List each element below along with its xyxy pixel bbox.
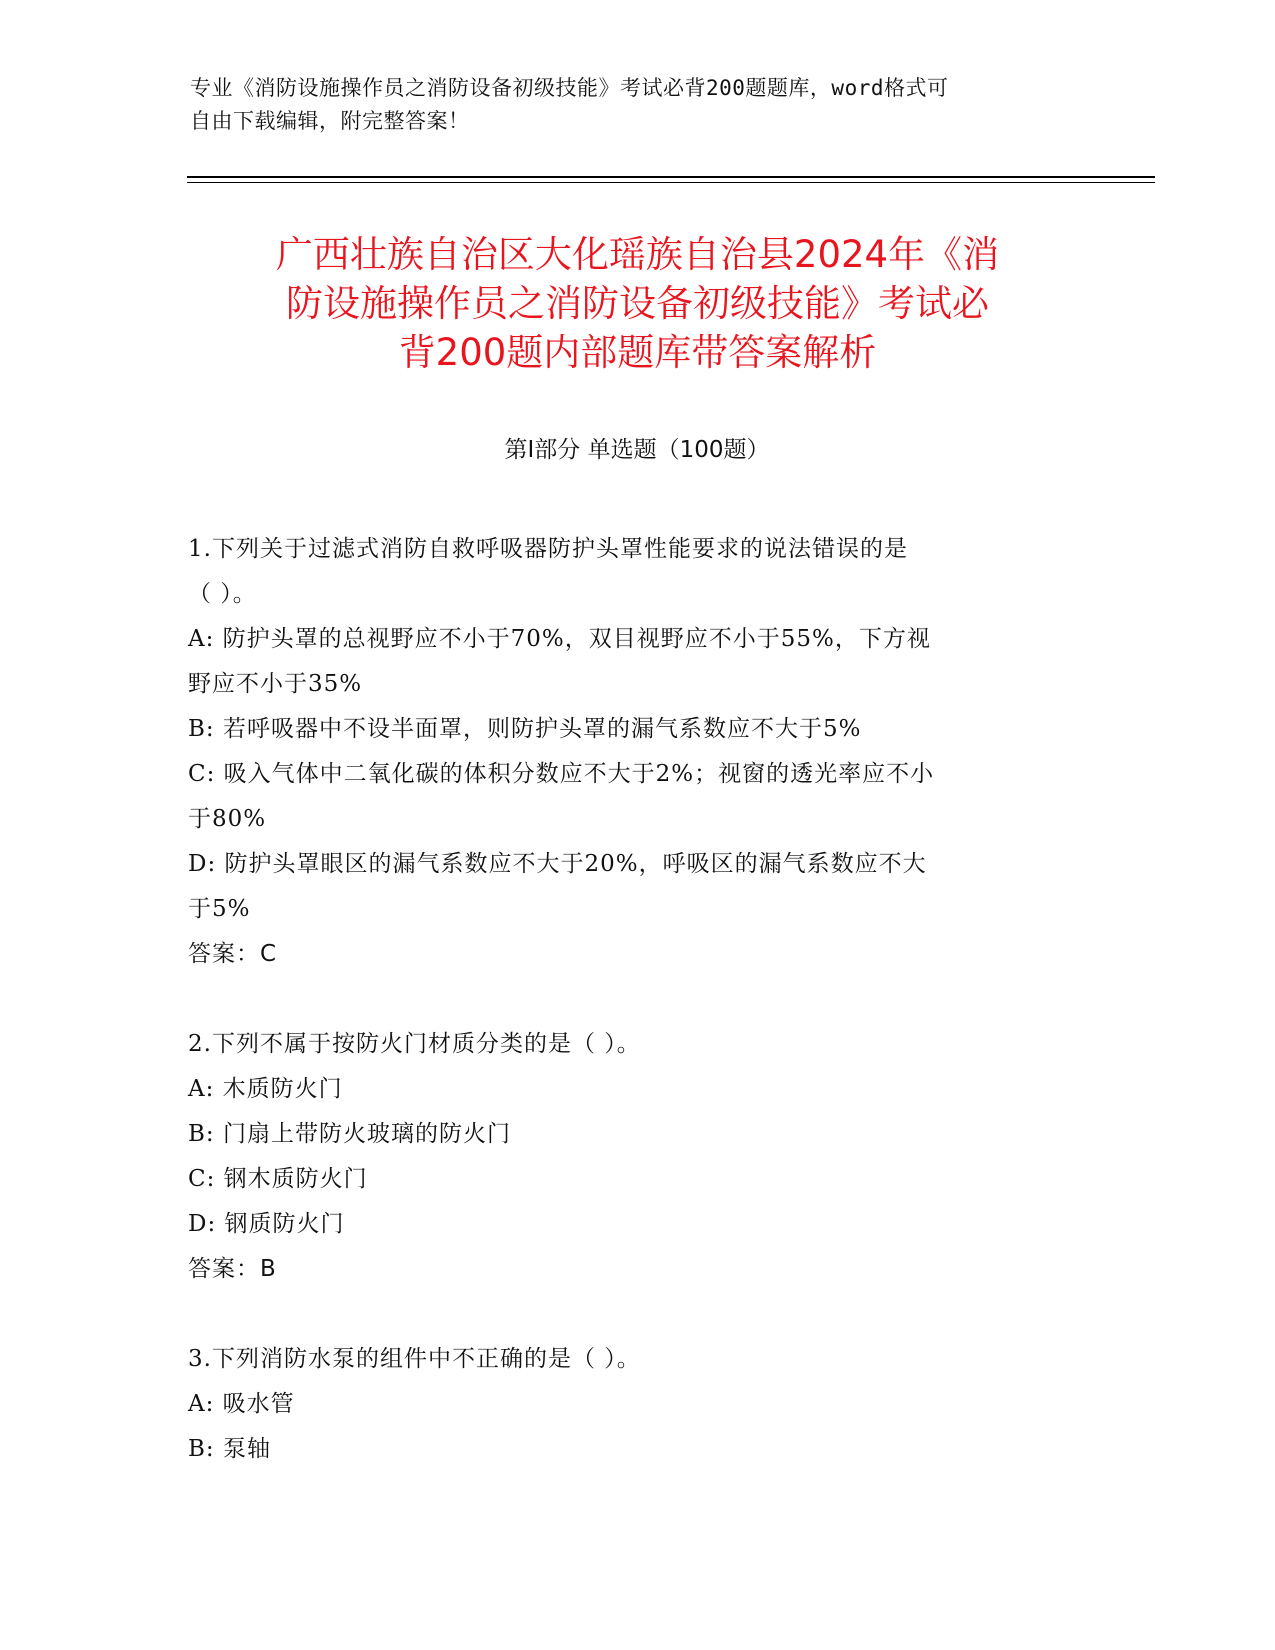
option-b: B: 门扇上带防火玻璃的防火门 <box>188 1121 511 1147</box>
option-c-continued: 于80% <box>188 806 267 832</box>
option-c: C: 钢木质防火门 <box>188 1166 368 1192</box>
question-2 <box>188 1022 1068 1292</box>
question-stem-continued: （ ）。 <box>188 581 257 607</box>
question-3 <box>188 1337 1068 1472</box>
question-stem: 1.下列关于过滤式消防自救呼吸器防护头罩性能要求的说法错误的是 <box>188 536 908 562</box>
option-a: A: 木质防火门 <box>188 1076 343 1102</box>
option-b: B: 泵轴 <box>188 1436 271 1462</box>
question-list <box>188 527 1068 1517</box>
question-stem: 2.下列不属于按防火门材质分类的是（ ）。 <box>188 1031 641 1057</box>
option-b: B: 若呼吸器中不设半面罩，则防护头罩的漏气系数应不大于5% <box>188 716 862 742</box>
section-heading: 第I部分 单选题（100题） <box>504 437 770 463</box>
header-line-2: 自由下载编辑，附完整答案！ <box>190 109 470 133</box>
question-stem: 3.下列消防水泵的组件中不正确的是（ ）。 <box>188 1346 641 1372</box>
header-line-1: 专业《消防设施操作员之消防设备初级技能》考试必背200题题库，word格式可 <box>190 76 949 100</box>
option-a-continued: 野应不小于35% <box>188 671 363 697</box>
answer: 答案：B <box>188 1256 277 1282</box>
header-divider-thin <box>187 182 1155 183</box>
question-1 <box>188 527 1068 977</box>
option-a: A: 防护头罩的总视野应不小于70%，双目视野应不小于55%，下方视 <box>188 626 931 652</box>
option-c: C: 吸入气体中二氧化碳的体积分数应不大于2%；视窗的透光率应不小 <box>188 761 935 787</box>
answer: 答案：C <box>188 941 278 967</box>
title-line-3: 背200题内部题库带答案解析 <box>398 331 877 374</box>
header-divider-thick <box>187 176 1155 178</box>
title-line-1: 广西壮族自治区大化瑶族自治县2024年《消 <box>275 233 1000 276</box>
option-d-continued: 于5% <box>188 896 251 922</box>
document-title <box>180 230 1095 377</box>
option-a: A: 吸水管 <box>188 1391 295 1417</box>
title-line-2: 防设施操作员之消防设备初级技能》考试必 <box>286 282 989 325</box>
option-d: D: 防护头罩眼区的漏气系数应不大于20%，呼吸区的漏气系数应不大 <box>188 851 927 877</box>
document-header <box>190 72 1070 138</box>
option-d: D: 钢质防火门 <box>188 1211 345 1237</box>
